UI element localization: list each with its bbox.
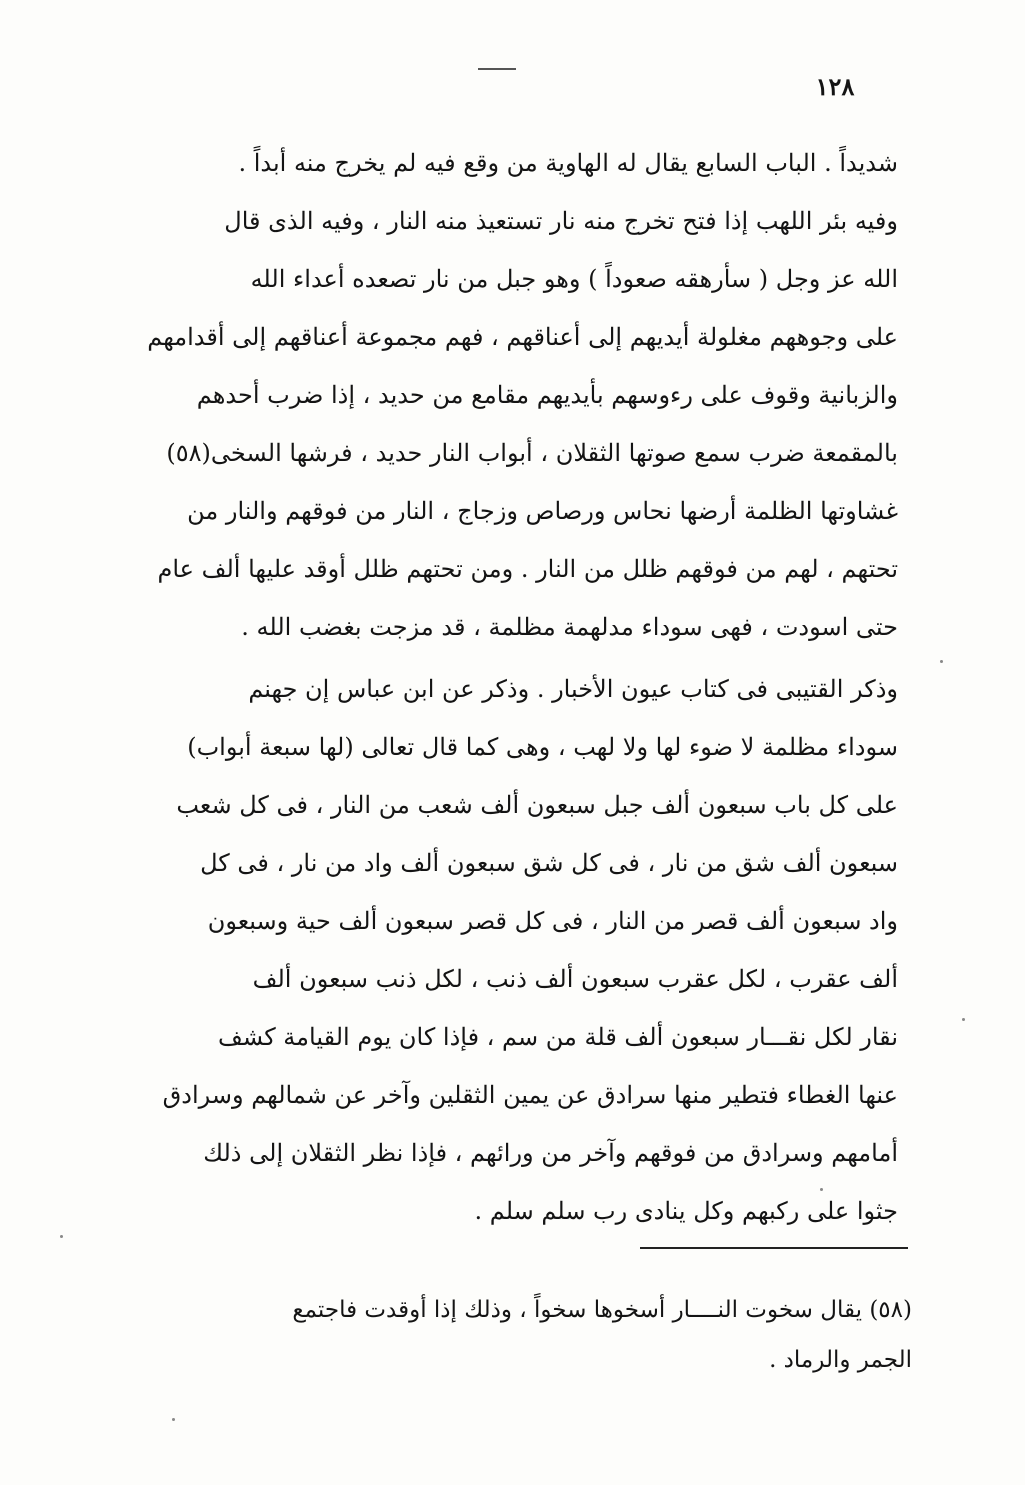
top-rule-mark [478,68,516,70]
text-line: سوداء مظلمة لا ضوء لها ولا لهب ، وهى كما قال تعالى (لها سبعة أبواب) [187,733,898,761]
paragraph-1 [147,134,898,656]
text-line: غشاوتها الظلمة أرضها نحاس ورصاص وزجاج ، النار من فوقهم والنار من [187,497,898,525]
text-line: حتى اسودت ، فهى سوداء مدلهمة مظلمة ، قد مزجت بغضب الله . [241,613,898,641]
paper-speck [820,1188,823,1191]
text-line: على وجوههم مغلولة أيديهم إلى أعناقهم ، فهم مجموعة أعناقهم إلى أقدامهم [147,323,898,351]
text-line: نقار لكل نقـــار سبعون ألف قلة من سم ، فإذا كان يوم القيامة كشف [218,1023,898,1051]
page-number: ١٢٨ [815,72,855,101]
text-line: بالمقمعة ضرب سمع صوتها الثقلان ، أبواب النار حديد ، فرشها السخى(٥٨) [166,439,898,467]
text-line: الله عز وجل ( سأرهقه صعوداً ) وهو جبل من نار تصعده أعداء الله [250,265,898,293]
text-line: ألف عقرب ، لكل عقرب سبعون ألف ذنب ، لكل ذنب سبعون ألف [252,965,898,993]
footnote-line: الجمر والرماد . [769,1347,912,1373]
text-line: وفيه بئر اللهب إذا فتح تخرج منه نار تستعيذ منه النار ، وفيه الذى قال [224,207,898,235]
paragraph-2 [162,660,898,1240]
text-line: تحتهم ، لهم من فوقهم ظلل من النار . ومن تحتهم ظلل أوقد عليها ألف عام [157,555,898,583]
text-line: سبعون ألف شق من نار ، فى كل شق سبعون ألف واد من نار ، فى كل [200,849,898,877]
text-line: جثوا على ركبهم وكل ينادى رب سلم سلم . [474,1197,898,1225]
footnote-line: (٥٨) يقال سخوت النــــار أسخوها سخواً ، وذلك إذا أوقدت فاجتمع [292,1297,912,1323]
text-line: أمامهم وسرادق من فوقهم وآخر من ورائهم ، فإذا نظر الثقلان إلى ذلك [203,1139,898,1167]
footnote-separator [640,1247,908,1249]
paper-speck [172,1418,175,1421]
text-line: والزبانية وقوف على رءوسهم بأيديهم مقامع من حديد ، إذا ضرب أحدهم [196,381,898,409]
paper-speck [940,660,943,663]
text-line: شديداً . الباب السابع يقال له الهاوية من وقع فيه لم يخرج منه أبداً . [238,149,898,177]
paper-speck [60,1235,63,1238]
footnote [180,1285,912,1385]
text-line: على كل باب سبعون ألف جبل سبعون ألف شعب من النار ، فى كل شعب [176,791,898,819]
text-line: واد سبعون ألف قصر من النار ، فى كل قصر سبعون ألف حية وسبعون [207,907,898,935]
text-line: وذكر القتيبى فى كتاب عيون الأخبار . وذكر عن ابن عباس إن جهنم [248,675,898,703]
paper-speck [962,1018,965,1021]
text-line: عنها الغطاء فتطير منها سرادق عن يمين الثقلين وآخر عن شمالهم وسرادق [162,1081,898,1109]
